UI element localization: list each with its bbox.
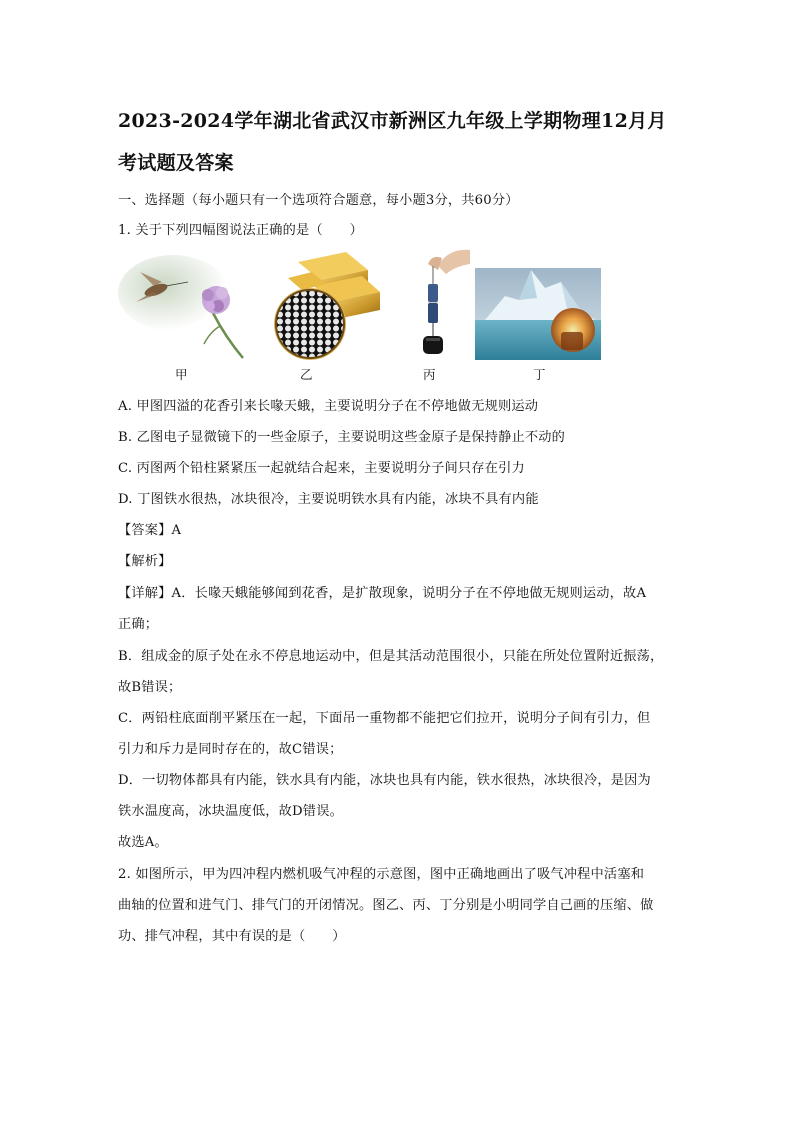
answer: 【答案】A [118,523,182,538]
iceberg-molten-iron-image [475,248,601,363]
question-2-line: 2. 如图所示，甲为四冲程内燃机吸气冲程的示意图，图中正确地画出了吸气冲程中活塞和 [118,867,645,882]
page-title: 2023-2024学年湖北省武汉市新洲区九年级上学期物理12月月考试题及答案 [118,110,667,174]
detail-line: 引力和斥力是同时存在的，故C错误； [118,742,343,757]
figure-caption-bing: 丙 [423,367,436,382]
moth-flower-image [118,248,253,363]
detail-line: 【详解】A．长喙天蛾能够闻到花香，是扩散现象，说明分子在不停地做无规则运动，故A [118,586,647,601]
gold-atoms-image [268,248,388,363]
question-2-line: 曲轴的位置和进气门、排气门的开闭情况。图乙、丙、丁分别是小明同学自己画的压缩、做 [118,898,654,913]
figure-caption-jia: 甲 [175,367,188,382]
detail-line: D．一切物体都具有内能，铁水具有内能，冰块也具有内能，铁水很热，冰块很冷，是因为 [118,773,651,788]
figure-caption-ding: 丁 [533,367,546,382]
section-heading: 一、选择题（每小题只有一个选项符合题意，每小题3分，共60分） [118,193,519,208]
figure-caption-yi: 乙 [300,367,313,382]
question-1-stem: 1. 关于下列四幅图说法正确的是（ ） [118,223,363,238]
option-a: A. 甲图四溢的花香引来长喙天蛾，主要说明分子在不停地做无规则运动 [118,399,539,414]
option-b: B. 乙图电子显微镜下的一些金原子，主要说明这些金原子是保持静止不动的 [118,430,566,445]
question-1-figures [118,248,608,383]
detail-line: 正确； [118,617,159,632]
detail-line: C．两铅柱底面削平紧压在一起，下面吊一重物都不能把它们拉开，说明分子间有引力，但 [118,711,651,726]
question-2-line: 功、排气冲程，其中有误的是（ ） [118,929,346,944]
analysis-label: 【解析】 [118,554,172,569]
detail-line: B．组成金的原子处在永不停息地运动中，但是其活动范围很小，只能在所处位置附近振荡， [118,649,664,664]
option-c: C. 丙图两个铅柱紧紧压一起就结合起来，主要说明分子间只存在引力 [118,461,525,476]
option-d: D. 丁图铁水很热，冰块很冷，主要说明铁水具有内能，冰块不具有内能 [118,492,539,507]
lead-cylinders-image [408,248,478,363]
detail-line: 故B错误； [118,680,182,695]
detail-line: 铁水温度高，冰块温度低，故D错误。 [118,804,343,819]
final-choice: 故选A。 [118,835,168,850]
